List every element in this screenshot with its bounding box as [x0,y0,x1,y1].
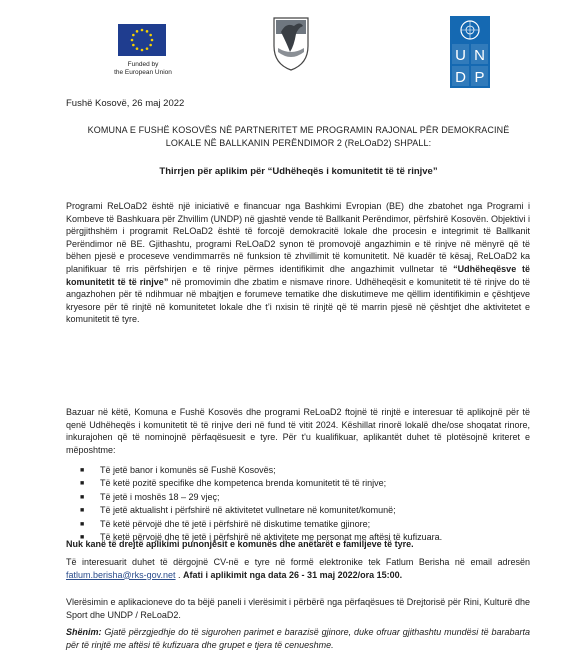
undp-letter-p: P [474,69,485,86]
heading-line2: LOKALE NË BALLKANIN PERËNDIMOR 2 (ReLOaD2) SHPALL: [165,138,432,148]
document-heading [66,124,531,150]
document-date: Fushë Kosovë, 26 maj 2022 [66,98,185,109]
eu-star-icon [132,34,135,37]
eu-star-icon [151,39,154,42]
application-text: Të interesuarit duhet të dërgojnë CV-në e tyre në formë elektronike tek Fatlum Berisha në email adresën [66,557,530,567]
eu-star-icon [136,30,139,33]
application-separator: . [175,569,184,580]
eu-star-icon [146,30,149,33]
eu-star-icon [149,34,152,37]
eu-caption-line1: Funded by [127,61,159,68]
bullet-icon: ■ [80,534,85,542]
criteria-item [80,491,530,504]
eu-star-icon [141,49,144,52]
eu-star-icon [146,47,149,50]
intro-bold-role: “Udhëheqësve të komunitetit të të rinjve” [66,263,531,287]
eu-stars [118,24,166,56]
bullet-icon: ■ [80,493,85,501]
eu-caption-line2: the European Union [114,69,172,76]
intro-text-a: Programi ReLOaD2 është një iniciativë e financuar nga Bashkimi Evropian (BE) dhe zbatohet nga Programi i Kombeve të Bashkuara për Zhvillim (UNDP) në gjashtë vende të Ballkanit Perëndimor, përfshirë Kosovën. Objektivi i përgjithshëm i programit ReLOaD2 është të forcojë demokracitë lokale dhe procesin e integrimit të Ballkanit Perëndimor në BE. Gjithashtu, programi ReLOaD2 synon të promovojë angazhimin e të rinjve në mënyrë që të bëhen pjesë e proceseve vendimmarrës në funksion të zhvillimit të komunitetit. Në kuadër të kësaj, ReLOaD2 ka planifikuar të rris përfshirjen e të rinjve përmes identifikimit dhe angazhimit vullnetar të [66,201,530,274]
criteria-text: Të ketë përvojë dhe të jetë i përfshirë në aktivitete me personat me aftësi të kufizuara. [100,532,443,543]
eu-star-icon [131,39,134,42]
call-title: Thirrjen për aplikim për “Udhëheqës i komunitetit të të rinjve” [159,166,438,177]
criteria-list [80,464,530,544]
heading-line1: KOMUNA E FUSHË KOSOVËS NË PARTNERITET ME PROGRAMIN RAJONAL PËR DEMOKRACINË [87,125,510,135]
municipality-crest-logo [272,12,310,72]
undp-letter-n: N [474,47,485,64]
eu-star-icon [149,44,152,47]
criteria-item [80,504,530,517]
criteria-text: Të ketë përvojë dhe të jetë i përfshirë në diskutime tematike gjinore; [100,518,371,529]
note-paragraph [66,626,530,651]
undp-letter-d: D [455,69,466,86]
email-link[interactable]: fatlum.berisha@rks-gov.net [66,569,176,580]
criteria-item [80,477,530,490]
note-label: Shënim: [66,627,102,637]
intro-text-b: në promovimin dhe zbatim e nismave rinore. Udhëheqësit e komunitetit të të rinjve do të angazhohen për të ndihmuar në mbajtjen e forumeve tematike dhe diskutimeve me qëllim identifikimin e çështjeve kryesore për të rinjtë në komunitetet lokale dhe t’i nxisin të rinjtë që të marrin pjesë në çështjet dhe aktivitetet e komunitetit të tyre. [66,276,530,325]
application-paragraph [66,556,530,581]
undp-logo [450,16,490,88]
eu-star-icon [136,47,139,50]
invitation-paragraph: Bazuar në këtë, Komuna e Fushë Kosovës dhe programi ReLoaD2 ftojnë të rinjtë e interesuar të aplikojnë për të qenë Udhëheqës i komunitetit të të rinjve deri në fund të vitit 2024. Këshillat rinorë lokalë dhe/ose shoqatat rinore, inkurajohen që të nominojnë përfaqësuesit e tyre. Për t'u kualifikuar, aplikantët duhet të plotësojnë kriteret e mëposhtme: [66,407,530,455]
criteria-text: Të jetë i moshës 18 – 29 vjeç; [100,491,220,502]
criteria-item [80,464,530,477]
logo-bar [0,10,587,90]
undp-letter-u: U [455,47,466,64]
criteria-text: Të ketë pozitë specifike dhe kompetenca brenda komunitetit të të rinjve; [100,478,387,489]
eu-star-icon [132,44,135,47]
bullet-icon: ■ [80,507,85,515]
bullet-icon: ■ [80,467,85,474]
intro-paragraph [66,200,530,326]
note-text: Gjatë përzgjedhje do të sigurohen parimet e barazisë gjinore, duke ofruar gjithashtu mundësi të barabarta për të rinjtë me aftësi të kufizuara dhe grupet e tjera të cenueshme. [66,627,530,650]
eu-caption [95,61,191,77]
criteria-item [80,518,530,531]
deadline-text: Afati i aplikimit nga data 26 - 31 maj 2022/ora 15:00. [183,569,403,580]
criteria-text: Të jetë banor i komunës së Fushë Kosovës; [100,465,276,475]
eu-star-icon [141,29,144,32]
bullet-icon: ■ [80,480,85,488]
evaluation-paragraph: Vlerësimin e aplikacioneve do ta bëjë paneli i vlerësimit i përbërë nga përfaqësues të Drejtorisë për Rini, Kulturë dhe Sport dhe UNDP / ReLoaD2. [66,597,530,620]
bullet-icon: ■ [80,520,85,528]
criteria-text: Të jetë aktualisht i përfshirë në aktivitetet vullnetare në komunitet/komunë; [100,505,396,516]
eligibility-note: Nuk kanë të drejtë aplikimi punonjësit e komunës dhe anëtarët e familjeve të tyre. [66,539,414,549]
eu-flag-logo [118,24,166,56]
